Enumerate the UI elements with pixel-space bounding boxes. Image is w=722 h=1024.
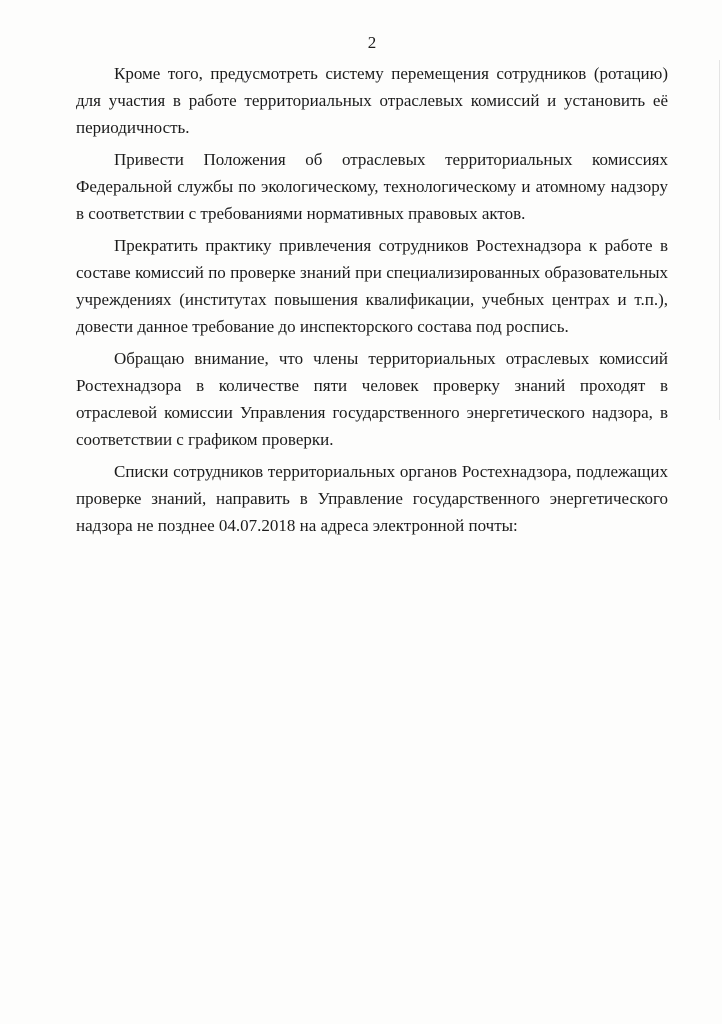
- paragraph-lists: Списки сотрудников территориальных органов Ростехнадзора, подлежащих проверке знаний, направить в Управление государственного энергетического надзора не позднее 04.07.2018 на адреса электронной почты:: [76, 462, 668, 535]
- paragraph-stop-practice: Прекратить практику привлечения сотрудников Ростехнадзора к работе в составе комиссий по проверке знаний при специализированных образовательных учреждениях (институтах повышения квалификации, учебных центрах и т.п.), довести данное требование до инспекторского состава под роспись.: [76, 236, 668, 336]
- page-number: 2: [367, 33, 377, 52]
- paragraph-rotation: Кроме того, предусмотреть систему перемещения сотрудников (ротацию) для участия в работе территориальных отраслевых комиссий и установить её периодичность.: [76, 64, 668, 137]
- paragraph-regulations: Привести Положения об отраслевых территориальных комиссиях Федеральной службы по экологическому, технологическому и атомному надзору в соответствии с требованиями нормативных правовых актов.: [76, 150, 668, 223]
- scan-edge-mark: [719, 60, 720, 420]
- document-body: [76, 60, 668, 544]
- paragraph-attention: Обращаю внимание, что члены территориальных отраслевых комиссий Ростехнадзора в количестве пяти человек проверку знаний проходят в отраслевой комиссии Управления государственного энергетического надзора, в соответствии с графиком проверки.: [76, 349, 668, 449]
